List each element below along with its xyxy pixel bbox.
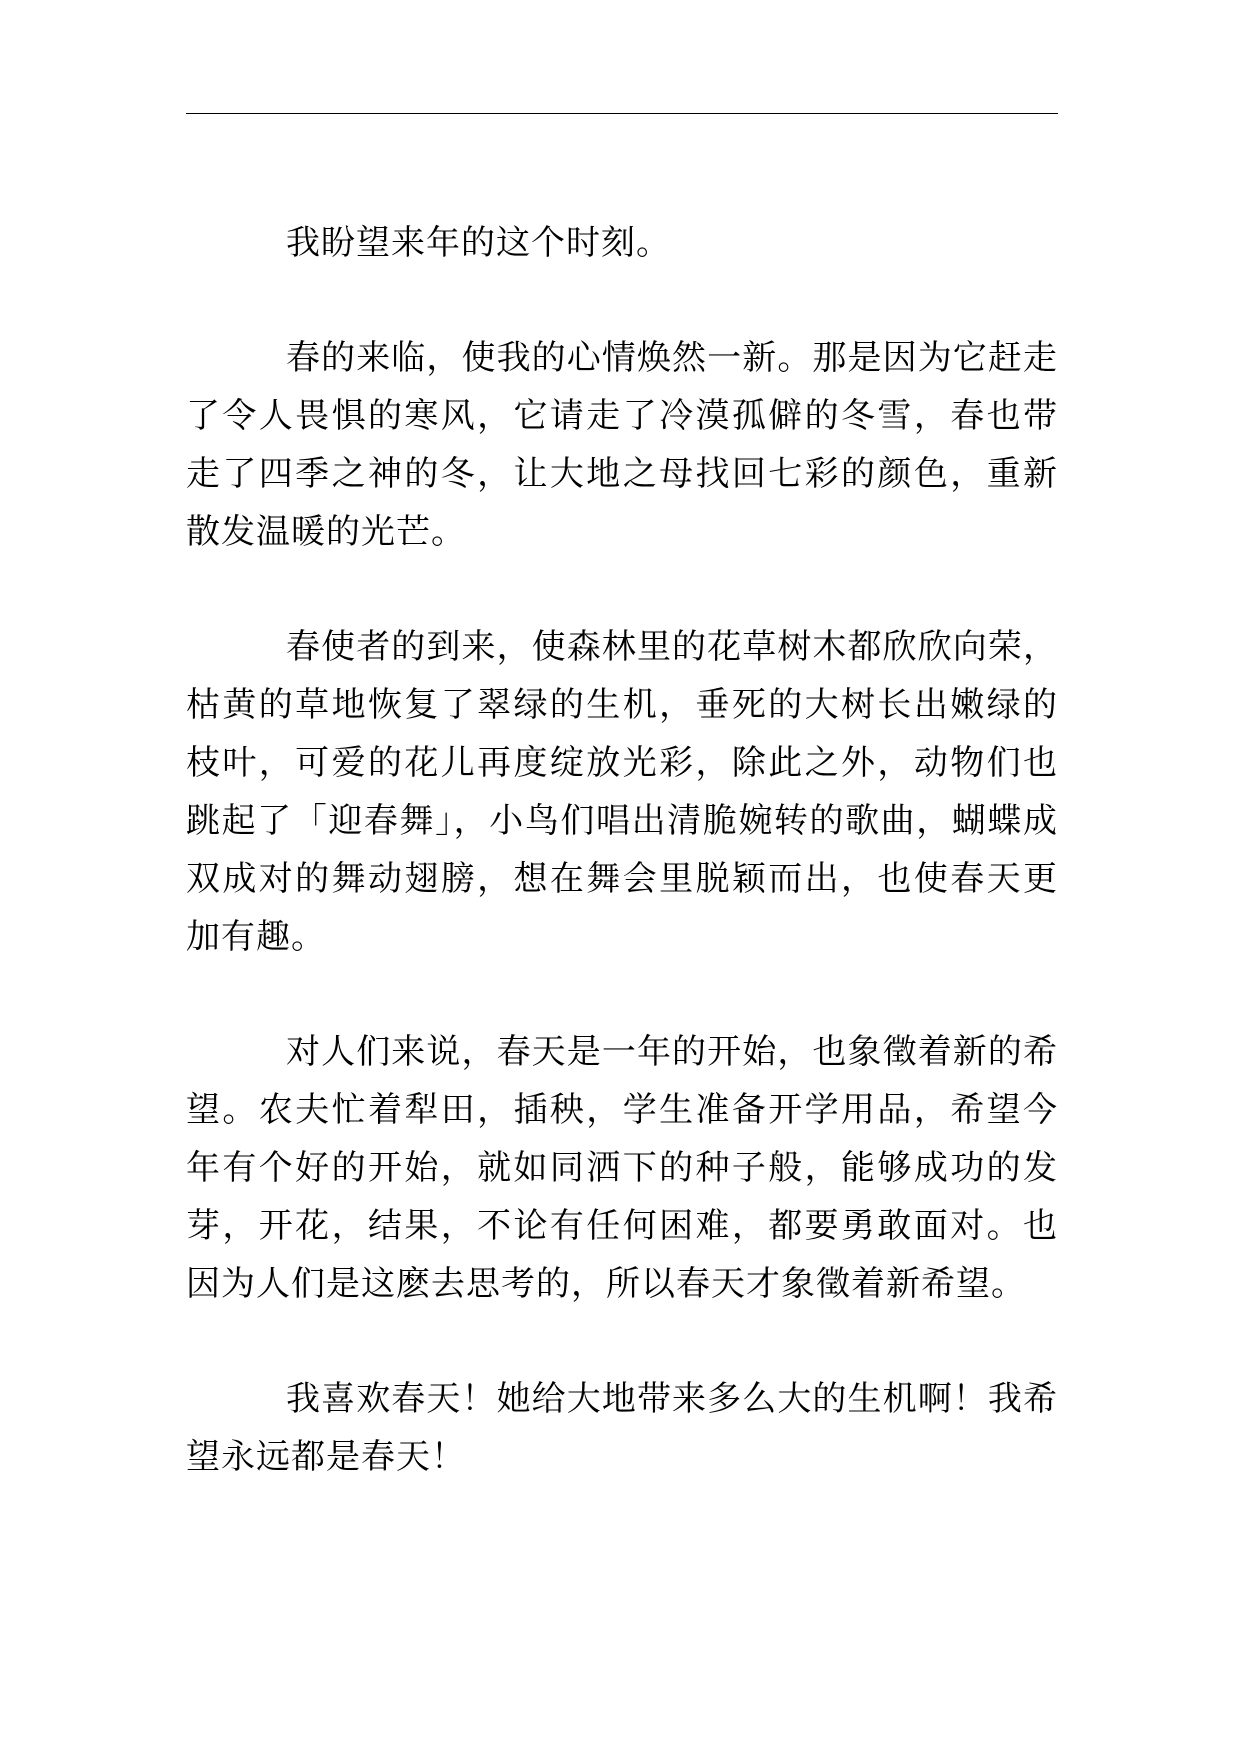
paragraph-2: 春的来临，使我的心情焕然一新。那是因为它赶走了令人畏惧的寒风，它请走了冷漠孤僻的冬雪，春也带走了四季之神的冬，让大地之母找回七彩的颜色，重新散发温暖的光芒。 <box>186 338 1058 552</box>
paragraph-5: 我喜欢春天！她给大地带来多么大的生机啊！我希望永远都是春天！ <box>186 1379 1058 1477</box>
paragraph-1: 我盼望来年的这个时刻。 <box>286 223 671 263</box>
header-rule <box>186 113 1058 114</box>
paragraph-4: 对人们来说，春天是一年的开始，也象徵着新的希望。农夫忙着犁田，插秧，学生准备开学用品，希望今年有个好的开始，就如同洒下的种子般，能够成功的发芽，开花，结果，不论有任何困难，都要勇敢面对。也因为人们是这麽去思考的，所以春天才象徵着新希望。 <box>186 1032 1058 1304</box>
document-body <box>186 214 1058 1486</box>
paragraph-3: 春使者的到来，使森林里的花草树木都欣欣向荣，枯黄的草地恢复了翠绿的生机，垂死的大树长出嫩绿的枝叶，可爱的花儿再度绽放光彩，除此之外，动物们也跳起了「迎春舞」，小鸟们唱出清脆婉转的歌曲，蝴蝶成双成对的舞动翅膀，想在舞会里脱颖而出，也使春天更加有趣。 <box>186 627 1058 957</box>
